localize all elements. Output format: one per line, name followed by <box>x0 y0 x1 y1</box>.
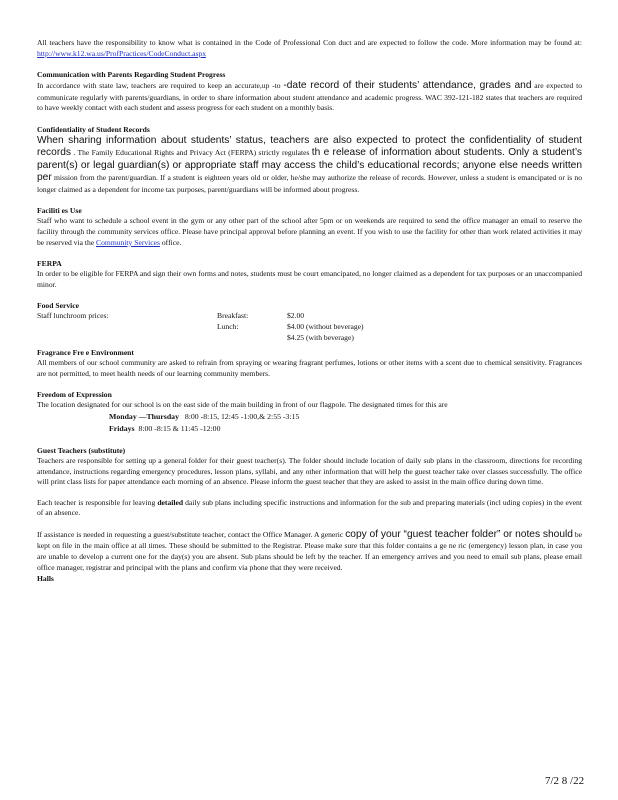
section-confidentiality <box>37 124 582 196</box>
section-heading: Freedom of Expression <box>37 390 112 400</box>
intro-text: All teachers have the responsibility to know what is contained in the Code of Professional Con duct and are expected to follow the code. More information may be found at: <box>37 38 582 47</box>
body-text: be kept on file in the main office at all times. These should be submitted to the Registrar. Please make sure that this folder contains a ge ne ric (emergency) lesson plan, in case you are unable to develop a current one for the day(s) you are absent. Sub plans should be left by the teacher. If an emergency arrives and you need to email sub plans, please email office manager, registrar and principal with the plans and confirm via phone that they were received. <box>37 529 583 572</box>
community-services-link[interactable]: Community Services <box>96 237 160 247</box>
price-value: $4.00 (without beverage) <box>287 322 364 332</box>
price-label: Lunch: <box>217 322 239 332</box>
page-date: 7/2 8 /22 <box>545 775 585 787</box>
times-row: Fridays 8:00 -8:15 & 11:45 -12:00 <box>109 424 221 433</box>
body-text: In accordance with state law, teachers are required to keep an accurate,up -to <box>37 81 281 91</box>
section-heading: Communication with Parents Regarding Student Progress <box>37 70 226 80</box>
body-text: daily sub plans including specific instructions and information for the sub and preparing materials (incl uding copies) in the event of an absence. <box>37 497 582 518</box>
body-text: Each teacher is responsible for leaving <box>37 497 156 507</box>
price-value: $2.00 <box>287 311 305 321</box>
section-body: Teachers are responsible for setting up a general folder for their guest teacher(s). The folder should include location of daily sub plans in the classroom, directions for recording attendance, instructions regarding emergency procedures, lesson plans, syllabi, and any other information that will help the guest teacher take over classes successfully. The office will print class lists for paper attendance each morning of an absence. Please inform the guest teacher that they are asked to assist in the main office during down time. <box>37 456 582 487</box>
code-of-conduct-link[interactable]: http://www.k12.wa.us/ProfPractices/CodeConduct.aspx <box>37 48 207 58</box>
section-guest-teachers <box>37 445 582 584</box>
body-text-large: When sharing information about students’ status, teachers are also expected to protect the confidentiality of student records <box>37 134 582 159</box>
body-text-large: copy of your “guest teacher folder” or notes should <box>345 528 573 540</box>
section-body <box>37 216 582 248</box>
document-body <box>37 38 582 584</box>
price-label <box>217 333 287 344</box>
section-freedom-of-expression <box>37 389 582 435</box>
section-communication <box>37 69 582 114</box>
body-text: mission from the parent/guardian. If a student is eighteen years old or older, he/she may authorize the release of records. However, unless a student is emancipated or is no longer claimed as a dependent for income tax purposes, parent/guardians will be informed about progress. <box>37 173 582 194</box>
price-intro: Staff lunchroom prices: <box>37 311 109 321</box>
price-table <box>37 311 582 343</box>
section-body <box>37 135 582 196</box>
section-food-service <box>37 300 582 343</box>
body-text-bold: detailed <box>157 497 184 507</box>
section-heading: Food Service <box>37 301 79 311</box>
body-text: are expected to communicate regularly with parents/guardians, in order to share information about student attendance and academic progress. WAC 392-121-182 states that teachers are required to have weekly contact with each student and assess progress for each student on a monthly basis. <box>37 81 582 113</box>
section-facilities <box>37 205 582 248</box>
body-text: Staff who want to schedule a school event in the gym or any other part of the school after 5pm or on weekends are required to send the office manager an email to reserve the facility through the community services office. Please have principal approval before planning an event. If you wish to use the facility for other than work related activities it may be reserved via the <box>37 216 582 247</box>
section-heading: Halls <box>37 574 54 584</box>
section-fragrance <box>37 347 582 379</box>
section-body <box>37 529 582 573</box>
price-label: Breakfast: <box>217 311 249 321</box>
body-text-large: th e release of information about students. Only a student’s parent(s) or legal guardian(s) or appropriate staff may access the child’s educational records; anyone else needs written per <box>37 147 582 184</box>
section-heading: Confidentiality of Student Records <box>37 124 150 134</box>
section-heading: Guest Teachers (substitute) <box>37 446 126 455</box>
section-body <box>37 80 582 114</box>
body-text: . The Family Educational Rights and Privacy Act (FERPA) strictly regulates <box>73 148 310 158</box>
price-value: $4.25 (with beverage) <box>287 332 354 342</box>
intro-paragraph <box>37 38 582 59</box>
section-heading: FERPA <box>37 259 62 269</box>
section-heading: Fragrance Fre e Environment <box>37 348 134 358</box>
section-ferpa <box>37 258 582 290</box>
designated-times <box>109 411 582 435</box>
body-text: office. <box>161 237 182 247</box>
body-text-large: -date record of their students’ attendance, grades and <box>283 80 532 92</box>
body-text: If assistance is needed in requesting a guest/substitute teacher, contact the Office Manager. A generic <box>37 529 344 539</box>
section-heading: Faciliti es Use <box>37 206 82 216</box>
section-body: All members of our school community are asked to refrain from spraying or wearing fragrant perfumes, lotions or other items with a scent due to chemical sensitivity. Fragrances are not permitted, to meet health needs of our learning community members. <box>37 358 582 378</box>
section-body: In order to be eligible for FERPA and sign their own forms and notes, students must be court emancipated, no longer claimed as a dependent for tax purposes or an unaccompanied minor. <box>37 269 582 289</box>
section-body: The location designated for our school is on the east side of the main building in front of our flagpole. The designated times for this are <box>37 400 448 410</box>
times-row: Monday —Thursday 8:00 -8:15, 12:45 -1:00,& 2:55 -3:15 <box>109 412 300 421</box>
section-body <box>37 498 582 519</box>
